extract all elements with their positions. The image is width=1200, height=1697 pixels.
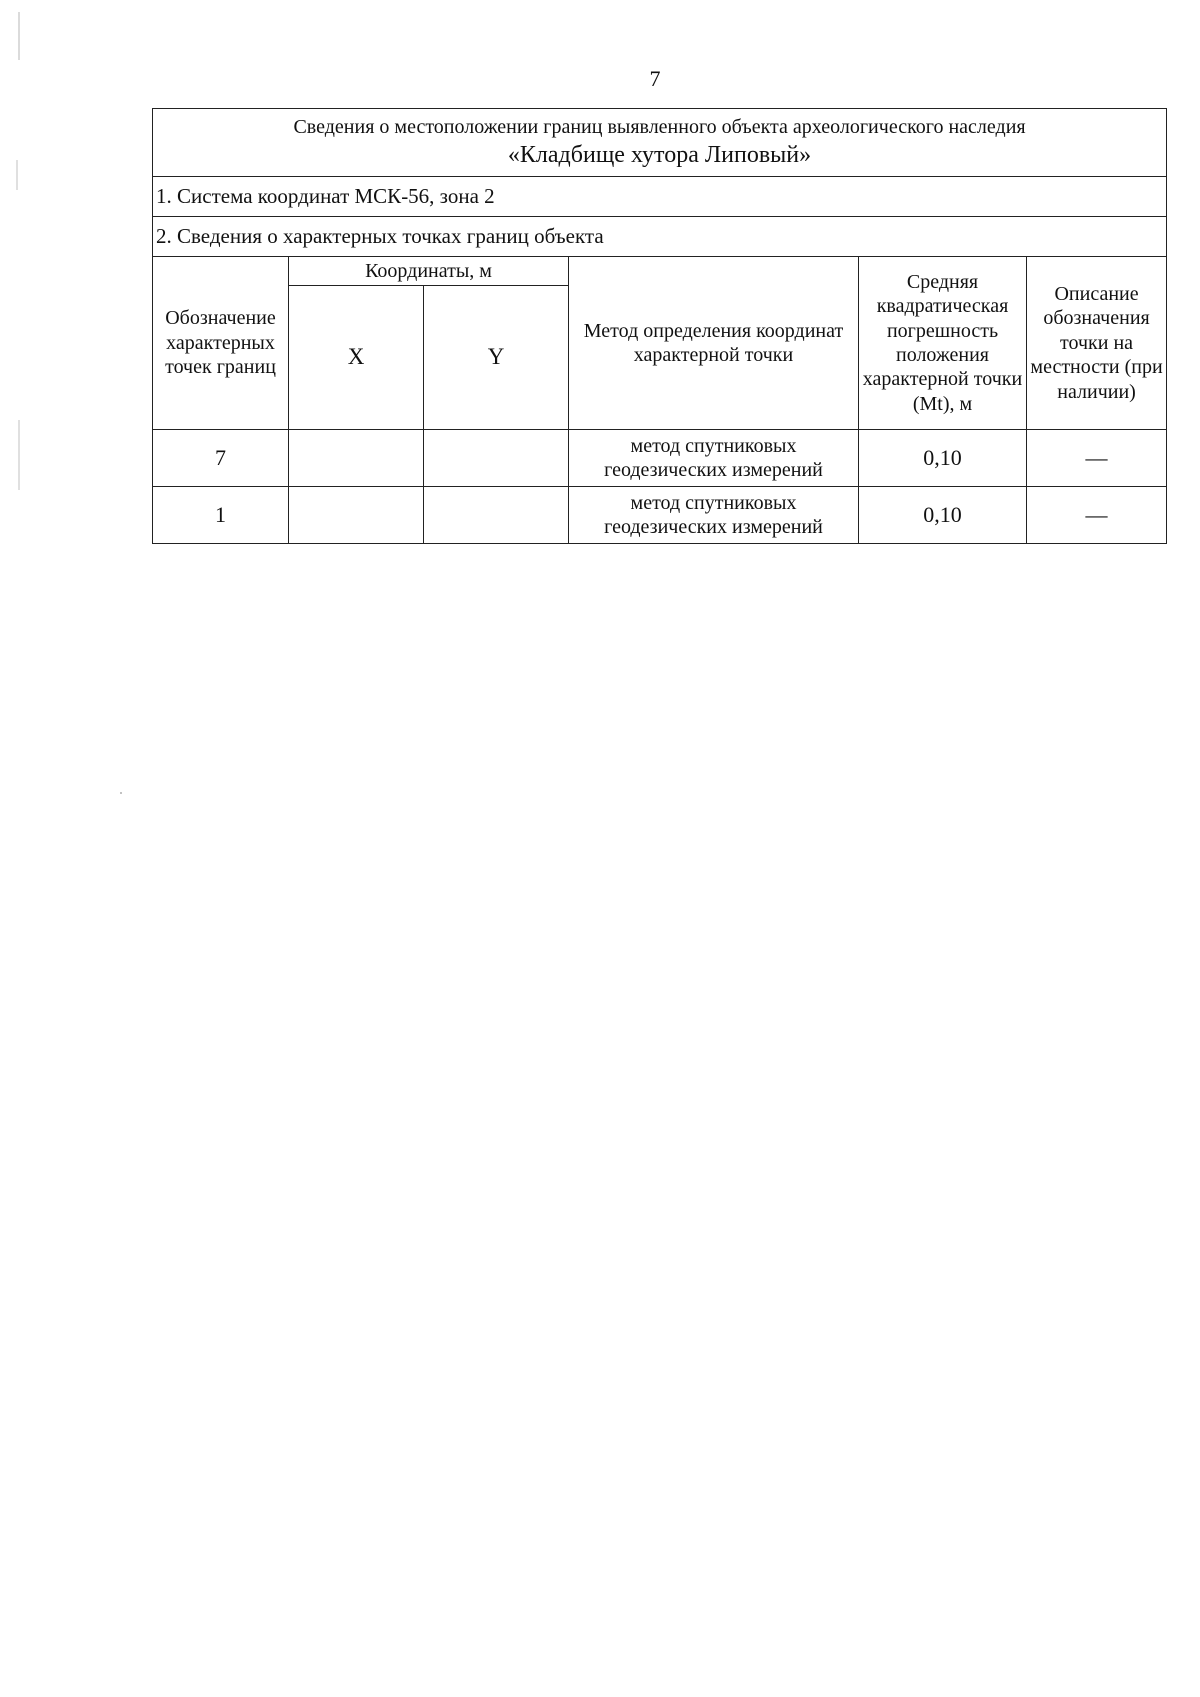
point-x <box>289 487 424 544</box>
coordinate-system: 1. Система координат МСК-56, зона 2 <box>153 177 1167 217</box>
table-title-line1: Сведения о местоположении границ выявленного объекта археологического наследия <box>293 115 1026 138</box>
point-x <box>289 430 424 487</box>
page-number: 7 <box>649 66 661 91</box>
scan-mark <box>16 160 18 190</box>
coordinate-system-row <box>153 177 1167 217</box>
table-row <box>153 487 1167 544</box>
point-number: 1 <box>153 487 289 544</box>
point-error: 0,10 <box>859 487 1027 544</box>
point-method: метод спутниковых геодезических измерений <box>569 430 859 487</box>
point-y <box>424 430 569 487</box>
header-description: Описание обозначения точки на местности (при наличии) <box>1027 257 1167 430</box>
table-title-row <box>153 109 1167 177</box>
header-x: X <box>289 286 424 430</box>
object-name: «Кладбище хутора Липовый» <box>507 142 812 169</box>
point-error: 0,10 <box>859 430 1027 487</box>
header-designation: Обозначение характерных точек границ <box>153 257 289 430</box>
points-info-row <box>153 217 1167 257</box>
boundary-points-table <box>152 108 1167 544</box>
point-number: 7 <box>153 430 289 487</box>
table-title <box>153 109 1167 177</box>
table-row <box>153 430 1167 487</box>
header-y: Y <box>424 286 569 430</box>
header-method: Метод определения координат характерной точки <box>569 257 859 430</box>
scan-mark <box>120 792 122 794</box>
point-description: — <box>1027 487 1167 544</box>
point-method: метод спутниковых геодезических измерений <box>569 487 859 544</box>
scan-mark <box>18 420 20 490</box>
header-row-1 <box>153 257 1167 286</box>
scan-mark <box>18 12 20 60</box>
header-coordinates: Координаты, м <box>289 257 569 286</box>
point-y <box>424 487 569 544</box>
point-description: — <box>1027 430 1167 487</box>
header-error: Средняя квадратическая погрешность положения характерной точки (Mt), м <box>859 257 1027 430</box>
points-info-heading: 2. Сведения о характерных точках границ объекта <box>153 217 1167 257</box>
